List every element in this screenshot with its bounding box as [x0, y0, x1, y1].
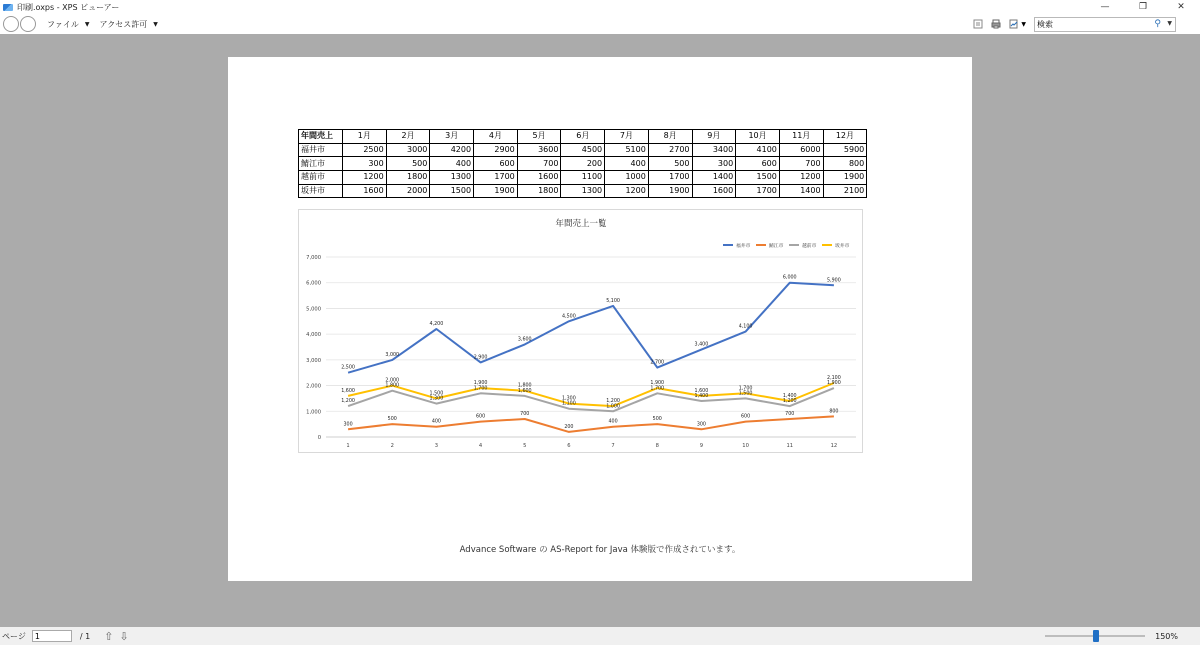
data-label: 1,200 — [782, 399, 797, 405]
y-tick-label: 3,000 — [306, 357, 321, 364]
legend-label: 越前市 — [802, 244, 817, 249]
y-tick-label: 7,000 — [306, 255, 321, 261]
data-label: 1,600 — [341, 388, 355, 394]
sales-cell: 700 — [779, 157, 823, 171]
sales-cell: 1100 — [561, 171, 605, 185]
sales-table — [298, 129, 867, 198]
sales-cell: 400 — [430, 157, 474, 171]
data-label: 400 — [431, 419, 441, 425]
sales-cell: 500 — [386, 157, 430, 171]
sales-cell: 5900 — [823, 143, 867, 157]
series-line — [348, 383, 834, 406]
sales-cell: 1500 — [430, 184, 474, 198]
sales-cell: 1800 — [386, 171, 430, 185]
data-label: 1,400 — [694, 394, 709, 399]
document-page — [228, 57, 972, 581]
data-label: 1,900 — [473, 381, 488, 387]
data-label: 6,000 — [782, 275, 797, 281]
back-button[interactable] — [3, 16, 19, 32]
data-label: 1,500 — [429, 391, 444, 397]
data-label: 700 — [785, 412, 795, 417]
signature-icon[interactable] — [1009, 19, 1019, 29]
month-header: 2月 — [386, 130, 430, 144]
print-icon[interactable] — [991, 19, 1001, 29]
sales-cell: 6000 — [779, 143, 823, 157]
data-label: 1,100 — [562, 401, 576, 407]
sales-cell: 1800 — [517, 184, 561, 198]
sales-cell: 5100 — [605, 143, 649, 157]
table-row — [299, 171, 867, 185]
city-cell: 福井市 — [299, 143, 343, 157]
sales-cell: 3400 — [692, 143, 736, 157]
sales-cell: 1500 — [736, 171, 780, 185]
window-title: 印刷.oxps - XPS ビューアー — [17, 2, 120, 12]
sales-cell: 3000 — [386, 143, 430, 157]
sales-cell: 1700 — [648, 171, 692, 185]
chevron-down-icon: ▼ — [153, 20, 158, 28]
data-label: 3,600 — [517, 337, 532, 343]
sales-cell: 4500 — [561, 143, 605, 157]
sales-cell: 1300 — [430, 171, 474, 185]
data-label: 5,100 — [606, 298, 620, 304]
sales-cell: 600 — [474, 157, 518, 171]
series-line — [348, 283, 834, 373]
status-bar — [0, 627, 1200, 645]
sales-cell: 1300 — [561, 184, 605, 198]
sales-cell: 1200 — [343, 171, 387, 185]
x-tick-label: 8 — [655, 443, 659, 449]
sales-cell: 1200 — [605, 184, 649, 198]
x-tick-label: 2 — [390, 443, 394, 449]
data-label: 3,000 — [385, 352, 400, 358]
data-label: 200 — [564, 424, 574, 430]
search-input[interactable] — [1035, 20, 1155, 29]
sales-cell: 1600 — [517, 171, 561, 185]
data-label: 1,200 — [341, 399, 355, 405]
month-header: 8月 — [648, 130, 692, 144]
search-box[interactable] — [1034, 17, 1176, 32]
data-label: 300 — [343, 422, 353, 428]
x-tick-label: 10 — [742, 443, 749, 449]
data-label: 2,700 — [650, 360, 665, 366]
sales-cell: 600 — [736, 157, 780, 171]
table-row — [299, 157, 867, 171]
data-label: 1,700 — [738, 386, 753, 392]
data-label: 4,100 — [738, 324, 753, 330]
file-menu[interactable] — [47, 19, 89, 30]
y-tick-label: 1,000 — [306, 409, 321, 416]
data-label: 1,300 — [429, 396, 444, 402]
data-label: 4,500 — [562, 314, 576, 320]
data-label: 1,900 — [827, 381, 841, 387]
zoom-slider[interactable] — [1045, 635, 1145, 637]
toolbar — [0, 14, 1200, 34]
x-tick-label: 6 — [567, 443, 571, 449]
sales-cell: 1400 — [692, 171, 736, 185]
data-label: 1,700 — [650, 386, 665, 392]
y-tick-label: 4,000 — [306, 332, 321, 339]
data-label: 2,000 — [385, 378, 400, 384]
zoom-slider-thumb[interactable] — [1093, 630, 1099, 642]
city-cell: 坂井市 — [299, 184, 343, 198]
data-label: 1,000 — [606, 404, 620, 410]
menu-bar — [47, 19, 168, 30]
chart-title: 年間売上一覧 — [555, 219, 607, 229]
sales-cell: 1700 — [474, 171, 518, 185]
month-header: 7月 — [605, 130, 649, 144]
month-header: 9月 — [692, 130, 736, 144]
sales-cell: 1700 — [736, 184, 780, 198]
x-tick-label: 7 — [611, 443, 615, 449]
data-label: 1,800 — [385, 383, 400, 389]
data-label: 1,200 — [606, 399, 620, 405]
sales-cell: 1900 — [648, 184, 692, 198]
y-tick-label: 5,000 — [306, 306, 321, 313]
search-icon[interactable]: ⚲ — [1154, 18, 1161, 29]
zoom-level: 150% — [1155, 631, 1178, 641]
month-header: 11月 — [779, 130, 823, 144]
data-label: 2,100 — [827, 376, 841, 381]
minimize-button[interactable]: — — [1100, 2, 1110, 12]
y-tick-label: 0 — [317, 435, 321, 441]
month-header: 12月 — [823, 130, 867, 144]
page-view-icon[interactable] — [973, 19, 983, 29]
sales-cell: 2000 — [386, 184, 430, 198]
data-label: 700 — [520, 412, 530, 417]
data-label: 1,500 — [738, 391, 753, 397]
data-label: 1,800 — [517, 383, 532, 389]
sales-cell: 1000 — [605, 171, 649, 185]
title-bar — [0, 0, 1200, 14]
window-controls — [1086, 0, 1200, 14]
page-label: ページ — [2, 631, 26, 641]
series-line — [348, 388, 834, 411]
data-label: 2,500 — [341, 365, 355, 371]
data-label: 1,700 — [473, 386, 488, 392]
next-page-icon[interactable]: ⇩ — [119, 629, 129, 643]
restore-button[interactable]: ❐ — [1138, 2, 1148, 12]
data-label: 1,600 — [694, 388, 709, 394]
sales-cell: 1900 — [474, 184, 518, 198]
x-tick-label: 4 — [478, 443, 483, 449]
x-tick-label: 11 — [786, 443, 794, 449]
sales-cell: 2900 — [474, 143, 518, 157]
sales-cell: 2100 — [823, 184, 867, 198]
page-total: / 1 — [79, 631, 91, 641]
month-header: 10月 — [736, 130, 780, 144]
sales-cell: 1400 — [779, 184, 823, 198]
data-label: 1,400 — [782, 394, 797, 399]
zoom-control — [1045, 627, 1200, 645]
month-header: 1月 — [343, 130, 387, 144]
city-cell: 越前市 — [299, 171, 343, 185]
chevron-down-icon[interactable]: ▼ — [1167, 19, 1172, 27]
toolbar-right — [973, 14, 1200, 34]
data-label: 3,400 — [694, 342, 709, 348]
sales-cell: 3600 — [517, 143, 561, 157]
x-tick-label: 3 — [434, 443, 439, 449]
sales-cell: 4200 — [430, 143, 474, 157]
table-row — [299, 184, 867, 198]
x-tick-label: 12 — [830, 443, 838, 449]
x-tick-label: 5 — [523, 443, 527, 449]
data-label: 1,900 — [650, 381, 665, 387]
table-corner-header: 年間売上 — [299, 130, 343, 144]
data-label: 400 — [608, 419, 618, 425]
sales-cell: 2700 — [648, 143, 692, 157]
page-number-input[interactable] — [32, 630, 72, 642]
x-tick-label: 9 — [699, 443, 704, 449]
sales-cell: 200 — [561, 157, 605, 171]
data-label: 600 — [476, 414, 486, 420]
sales-cell: 300 — [343, 157, 387, 171]
y-tick-label: 6,000 — [306, 280, 321, 287]
y-tick-label: 2,000 — [306, 383, 321, 390]
permissions-menu[interactable] — [99, 19, 157, 30]
month-header: 5月 — [517, 130, 561, 144]
sales-cell: 500 — [648, 157, 692, 171]
legend-label: 坂井市 — [835, 244, 850, 249]
legend-label: 鯖江市 — [769, 244, 784, 249]
sales-cell: 1200 — [779, 171, 823, 185]
month-header: 4月 — [474, 130, 518, 144]
month-header: 3月 — [430, 130, 474, 144]
trial-footer: Advance Software の AS-Report for Java 体験版で作成されています。 — [459, 545, 741, 555]
nav-buttons — [3, 16, 37, 32]
sales-chart — [298, 209, 863, 453]
series-line — [348, 416, 834, 432]
sales-cell: 1600 — [343, 184, 387, 198]
legend-label: 福井市 — [736, 244, 751, 249]
previous-page-icon[interactable]: ⇧ — [104, 629, 114, 643]
month-header: 6月 — [561, 130, 605, 144]
xps-app-icon — [3, 4, 13, 11]
file-menu-label: ファイル — [47, 19, 79, 29]
city-cell: 鯖江市 — [299, 157, 343, 171]
sales-cell: 1600 — [692, 184, 736, 198]
data-label: 2,900 — [473, 355, 488, 361]
data-label: 800 — [829, 409, 839, 415]
chevron-down-icon: ▼ — [84, 20, 90, 28]
data-label: 4,200 — [429, 322, 444, 327]
sales-cell: 700 — [517, 157, 561, 171]
x-tick-label: 1 — [346, 443, 350, 449]
sales-cell: 800 — [823, 157, 867, 171]
sales-cell: 1900 — [823, 171, 867, 185]
data-label: 500 — [387, 417, 397, 423]
data-label: 1,600 — [517, 388, 532, 394]
sales-cell: 400 — [605, 157, 649, 171]
data-label: 1,300 — [562, 396, 576, 402]
data-label: 600 — [741, 414, 751, 420]
permissions-menu-label: アクセス許可 — [99, 19, 148, 29]
data-label: 500 — [652, 417, 662, 423]
sales-cell: 4100 — [736, 143, 780, 157]
data-label: 5,900 — [827, 278, 841, 284]
sales-cell: 2500 — [343, 143, 387, 157]
table-header-row — [299, 130, 867, 144]
chevron-down-icon[interactable]: ▼ — [1021, 20, 1026, 28]
close-button[interactable]: ✕ — [1177, 2, 1185, 12]
forward-button[interactable] — [20, 16, 36, 32]
table-row — [299, 143, 867, 157]
data-label: 300 — [696, 422, 706, 428]
sales-cell: 300 — [692, 157, 736, 171]
chart-svg — [299, 210, 864, 454]
